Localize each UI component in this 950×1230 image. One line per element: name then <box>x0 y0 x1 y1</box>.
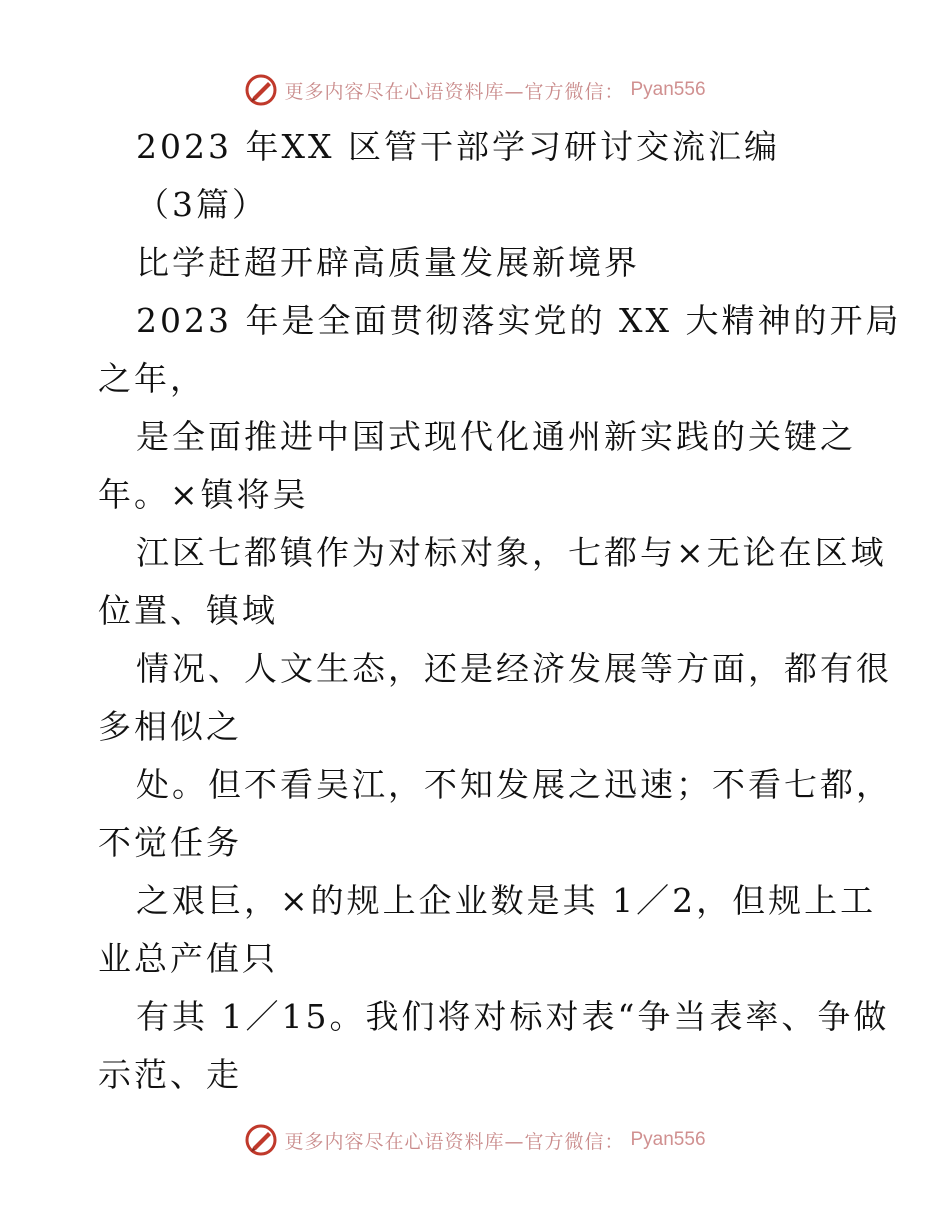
logo-icon <box>244 1123 278 1157</box>
doc-line: （3篇） <box>136 185 268 224</box>
header-watermark <box>0 70 950 110</box>
doc-line: 有其 1／15。我们将对标对表“争当表率、争做 <box>136 997 890 1036</box>
doc-line: 不觉任务 <box>98 823 242 862</box>
doc-line: 之艰巨，×的规上企业数是其 1／2，但规上工 <box>136 881 877 920</box>
doc-line: 之年， <box>98 359 206 398</box>
doc-line: 2023 年是全面贯彻落实党的 XX 大精神的开局 <box>136 301 902 340</box>
doc-line: 是全面推进中国式现代化通州新实践的关键之 <box>136 417 856 456</box>
doc-line: 2023 年XX 区管干部学习研讨交流汇编 <box>136 127 780 166</box>
footer-watermark <box>0 1120 950 1160</box>
doc-line: 比学赶超开辟高质量发展新境界 <box>136 243 640 282</box>
doc-line: 业总产值只 <box>98 939 278 978</box>
watermark-wechat-id: Pyan556 <box>630 1129 706 1150</box>
document-body <box>98 118 902 1104</box>
doc-line: 年。×镇将吴 <box>98 475 309 514</box>
doc-line: 位置、镇域 <box>98 591 278 630</box>
doc-line: 示范、走 <box>98 1055 242 1094</box>
watermark-site-text: 更多内容尽在心语资料库—官方微信： <box>284 1130 625 1153</box>
doc-line: 处。但不看吴江，不知发展之迅速；不看七都， <box>136 765 892 804</box>
watermark-site-text: 更多内容尽在心语资料库—官方微信： <box>284 80 625 103</box>
watermark-wechat-id: Pyan556 <box>630 79 706 100</box>
logo-icon <box>244 73 278 107</box>
doc-line: 多相似之 <box>98 707 242 746</box>
doc-line: 江区七都镇作为对标对象，七都与×无论在区域 <box>136 533 887 572</box>
doc-line: 情况、人文生态，还是经济发展等方面，都有很 <box>136 649 892 688</box>
